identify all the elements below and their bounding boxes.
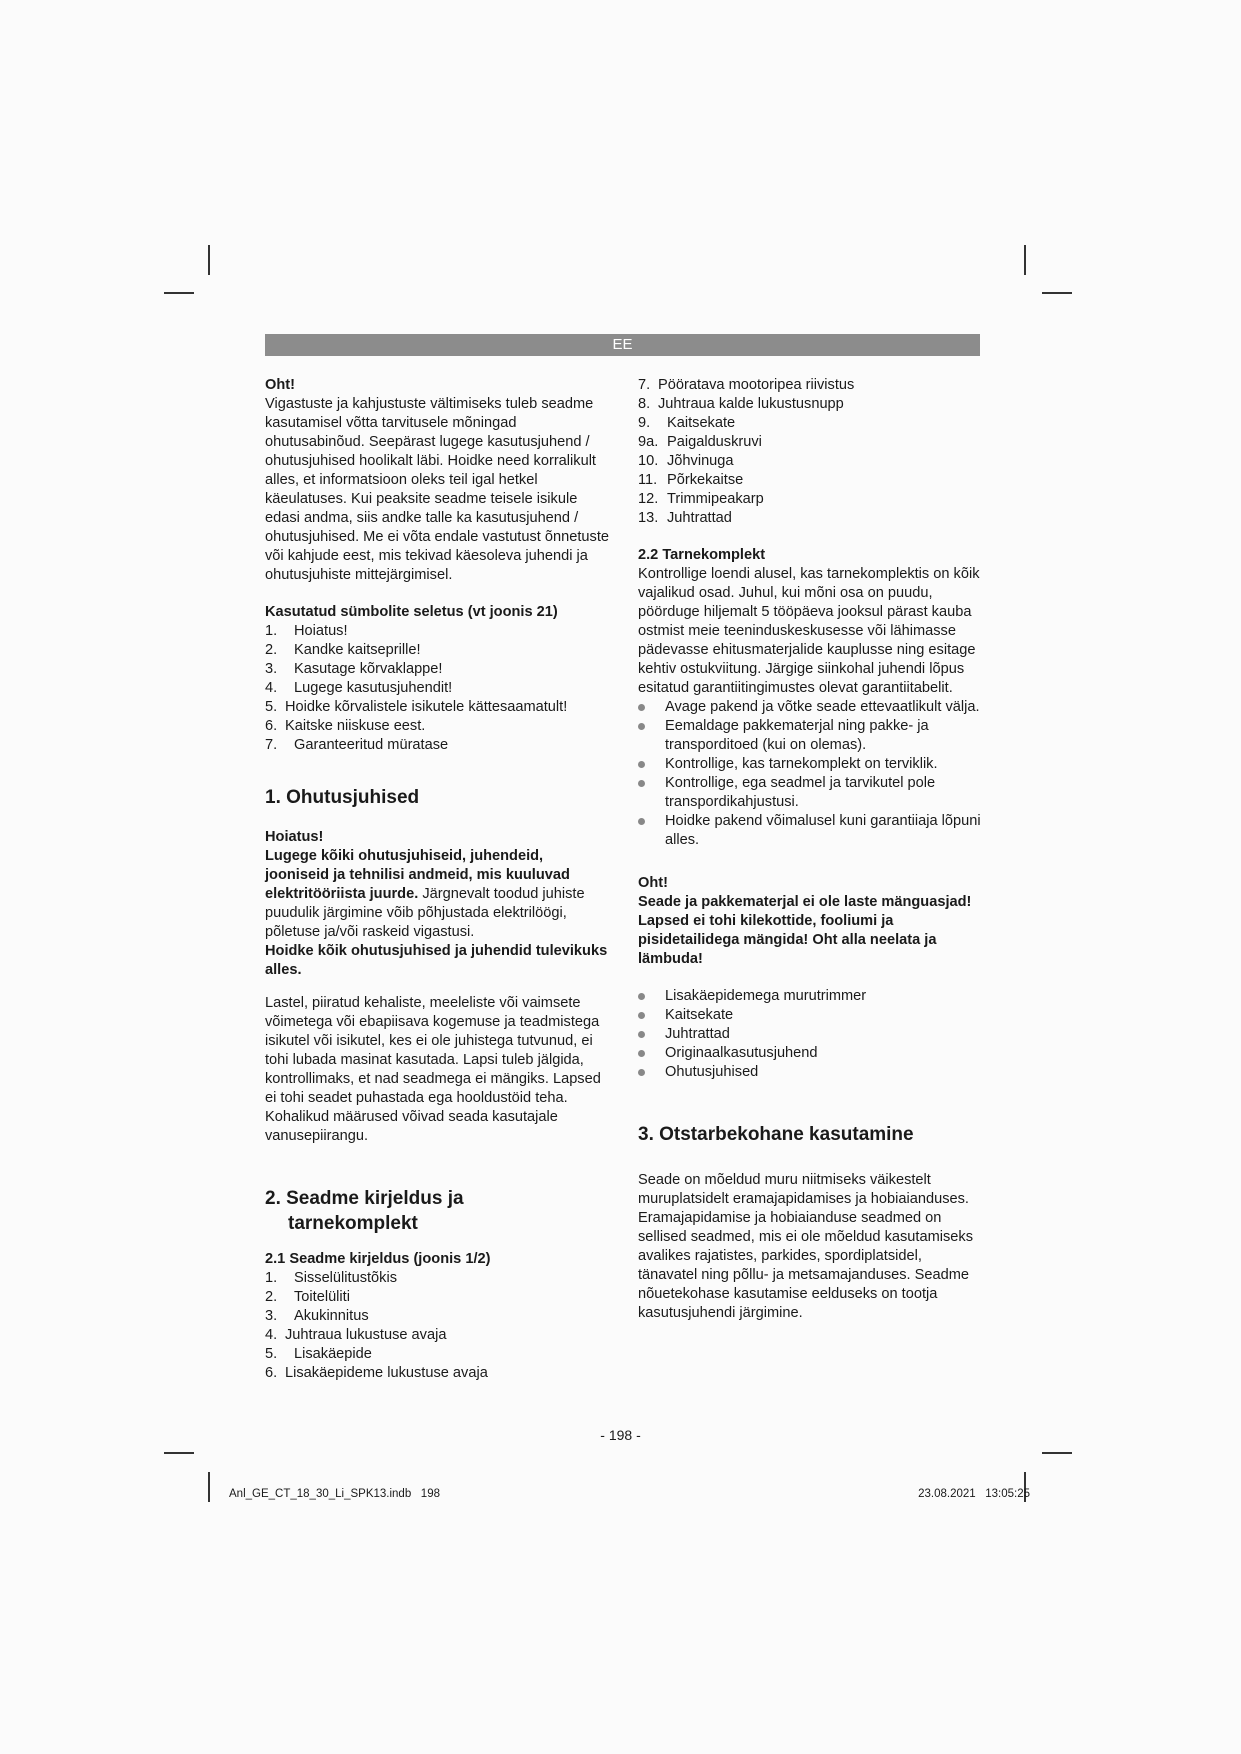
list-item: Kontrollige, kas tarnekomplekt on terviklik. bbox=[638, 755, 983, 774]
bullet-icon bbox=[638, 1050, 645, 1057]
list-item: 2. Toitelüliti bbox=[265, 1289, 350, 1305]
danger-paragraph: Vigastuste ja kahjustuste vältimiseks tuleb seadme kasutamisel võtta tarvitusele mõningad ohutusabinõud. Seepärast lugege kasutusjuhend / ohutusjuhised hoolikalt läbi. Hoidke need korralikult alles, et informatsioon oleks teil igal hetkel käeulatuses. Kui peaksite seadme teisele isikule edasi andma, siis andke talle ka kasutusjuhend / ohutusjuhised. Me ei võta endale vastutust õnnetuste või kahjude eest, mis tekivad käesoleva juhendi ja ohutusjuhiste mittejärgimisel. bbox=[265, 396, 609, 583]
list-item: 8. Juhtraua kalde lukustusnupp bbox=[638, 396, 844, 412]
symbols-list bbox=[265, 622, 610, 755]
list-item: 6. Kaitske niiskuse eest. bbox=[265, 718, 426, 734]
bullet-icon bbox=[638, 1069, 645, 1076]
bullet-icon bbox=[638, 704, 645, 711]
left-column bbox=[265, 376, 610, 1383]
page-number: - 198 - bbox=[600, 1427, 641, 1443]
subsection-2-1-heading: 2.1 Seadme kirjeldus (joonis 1/2) bbox=[265, 1251, 491, 1267]
warning-paragraph: Lugege kõiki ohutusjuhiseid, juhendeid, jooniseid ja tehnilisi andmeid, mis kuuluvad elektritööriista juurde. Järgnevalt toodud juhiste puudulik järgimine võib põhjustada elektrilöögi, põletuse ja/või raskeid vigastusi. bbox=[265, 848, 585, 940]
crop-mark bbox=[208, 245, 210, 275]
list-item: Avage pakend ja võtke seade ettevaatlikult välja. bbox=[638, 698, 983, 717]
bullet-icon bbox=[638, 780, 645, 787]
usage-paragraph: Seade on mõeldud muru niitmiseks väikestelt muruplatsidelt eramajapidamises ja hobiaianduses. Eramajapidamise ja hobiaianduse seadmed on sellised seadmed, mis ei ole mõeldud kasutamiseks avalikes rajatistes, parkides, spordiplatsidel, tänavatel ning põllu- ja metsamajanduses. Seadme nõuetekohase kasutamise eelduseks on tootja kasutusjuhendi järgimine. bbox=[638, 1172, 974, 1321]
list-item: 7. Garanteeritud müratase bbox=[265, 737, 449, 753]
local-regulations-paragraph: Kohalikud määrused võivad seada kasutajale vanusepiirangu. bbox=[265, 1109, 558, 1144]
list-item: Juhtrattad bbox=[638, 1025, 983, 1044]
list-item: 13. Juhtrattad bbox=[638, 510, 732, 526]
list-item: 5. Lisakäepide bbox=[265, 1346, 372, 1362]
right-column bbox=[638, 376, 983, 1323]
bullet-icon bbox=[638, 993, 645, 1000]
list-item: 11. Põrkekaitse bbox=[638, 472, 744, 488]
parts-list bbox=[265, 1269, 610, 1383]
symbols-heading: Kasutatud sümbolite seletus (vt joonis 21) bbox=[265, 604, 558, 620]
subsection-2-2-heading: 2.2 Tarnekomplekt bbox=[638, 547, 766, 563]
contents-list bbox=[638, 987, 983, 1082]
list-item: 3. Akukinnitus bbox=[265, 1308, 369, 1324]
section-2-title: 2. Seadme kirjeldus ja tarnekomplekt bbox=[265, 1188, 464, 1234]
children-paragraph: Lastel, piiratud kehaliste, meeleliste või vaimsete võimetega või ebapiisava kogemuse ja teadmistega isikutel või isikutel, kes ei ole juhistega tutvunud, ei tohi lubada masinat kasutada. Lapsi tuleb jälgida, kontrollimaks, et nad seadmega ei mängiks. Lapsed ei tohi seadet puhastada ega hooldustöid teha. bbox=[265, 995, 601, 1106]
list-item: 1. Sisselülitustõkis bbox=[265, 1270, 398, 1286]
packaging-warning: Seade ja pakkematerjal ei ole laste mänguasjad! Lapsed ei tohi kilekottide, fooliumi ja pisidetailidega mängida! Oht alla neelata ja lämbuda! bbox=[638, 894, 972, 967]
list-item: 4. Juhtraua lukustuse avaja bbox=[265, 1327, 447, 1343]
parts-list-continued bbox=[638, 376, 983, 528]
delivery-paragraph: Kontrollige loendi alusel, kas tarnekomplektis on kõik vajalikud osad. Juhul, kui mõni osa on puudu, pöörduge hiljemalt 5 tööpäeva jooksul pärast kauba ostmist meie teeninduskeskusesse või lähimasse pädevasse ehitusmaterjalide kauplusse ning esitage kehtiv ostukviitung. Järgige siinkohal juhendi lõpus esitatud garantiitingimustes olevat garantiitabelit. bbox=[638, 566, 980, 696]
danger-heading: Oht! bbox=[265, 377, 295, 393]
section-3-title: 3. Otstarbekohane kasutamine bbox=[638, 1124, 914, 1145]
crop-mark bbox=[1042, 292, 1072, 294]
list-item: Kontrollige, ega seadmel ja tarvikutel pole transpordikahjustusi. bbox=[638, 774, 983, 812]
delivery-steps-list bbox=[638, 698, 983, 850]
list-item: 12. Trimmipeakarp bbox=[638, 491, 764, 507]
list-item: 7. Pööratava mootoripea riivistus bbox=[638, 377, 855, 393]
bullet-icon bbox=[638, 761, 645, 768]
warning-heading: Hoiatus! bbox=[265, 829, 324, 845]
crop-mark bbox=[164, 292, 194, 294]
crop-mark bbox=[1042, 1452, 1072, 1454]
danger-heading-2: Oht! bbox=[638, 875, 668, 891]
list-item: Hoidke pakend võimalusel kuni garantiiaja lõpuni alles. bbox=[638, 812, 983, 850]
list-item: 9. Kaitsekate bbox=[638, 415, 736, 431]
bullet-icon bbox=[638, 1031, 645, 1038]
list-item: 1. Hoiatus! bbox=[265, 623, 348, 639]
list-item: Lisakäepidemega murutrimmer bbox=[638, 987, 983, 1006]
list-item: 6. Lisakäepideme lukustuse avaja bbox=[265, 1365, 488, 1381]
list-item: Originaalkasutusjuhend bbox=[638, 1044, 983, 1063]
list-item: Kaitsekate bbox=[638, 1006, 983, 1025]
bullet-icon bbox=[638, 1012, 645, 1019]
list-item: 2. Kandke kaitseprille! bbox=[265, 642, 421, 658]
section-1-title: 1. Ohutusjuhised bbox=[265, 787, 420, 808]
footer-file-info: Anl_GE_CT_18_30_Li_SPK13.indb 198 bbox=[229, 1488, 440, 1500]
crop-mark bbox=[164, 1452, 194, 1454]
list-item: Eemaldage pakkematerjal ning pakke- ja transporditoed (kui on olemas). bbox=[638, 717, 983, 755]
list-item: 4. Lugege kasutusjuhendit! bbox=[265, 680, 453, 696]
bullet-icon bbox=[638, 818, 645, 825]
keep-instructions-note: Hoidke kõik ohutusjuhised ja juhendid tulevikuks alles. bbox=[265, 943, 608, 978]
list-item: Ohutusjuhised bbox=[638, 1063, 983, 1082]
footer-datetime: 23.08.2021 13:05:25 bbox=[918, 1488, 1030, 1500]
list-item: 3. Kasutage kõrvaklappe! bbox=[265, 661, 443, 677]
list-item: 5. Hoidke kõrvalistele isikutele kättesaamatult! bbox=[265, 699, 568, 715]
crop-mark bbox=[1024, 245, 1026, 275]
language-header-bar: EE bbox=[265, 334, 980, 356]
list-item: 9a. Paigalduskruvi bbox=[638, 434, 762, 450]
bullet-icon bbox=[638, 723, 645, 730]
list-item: 10. Jõhvinuga bbox=[638, 453, 734, 469]
crop-mark bbox=[208, 1472, 210, 1502]
